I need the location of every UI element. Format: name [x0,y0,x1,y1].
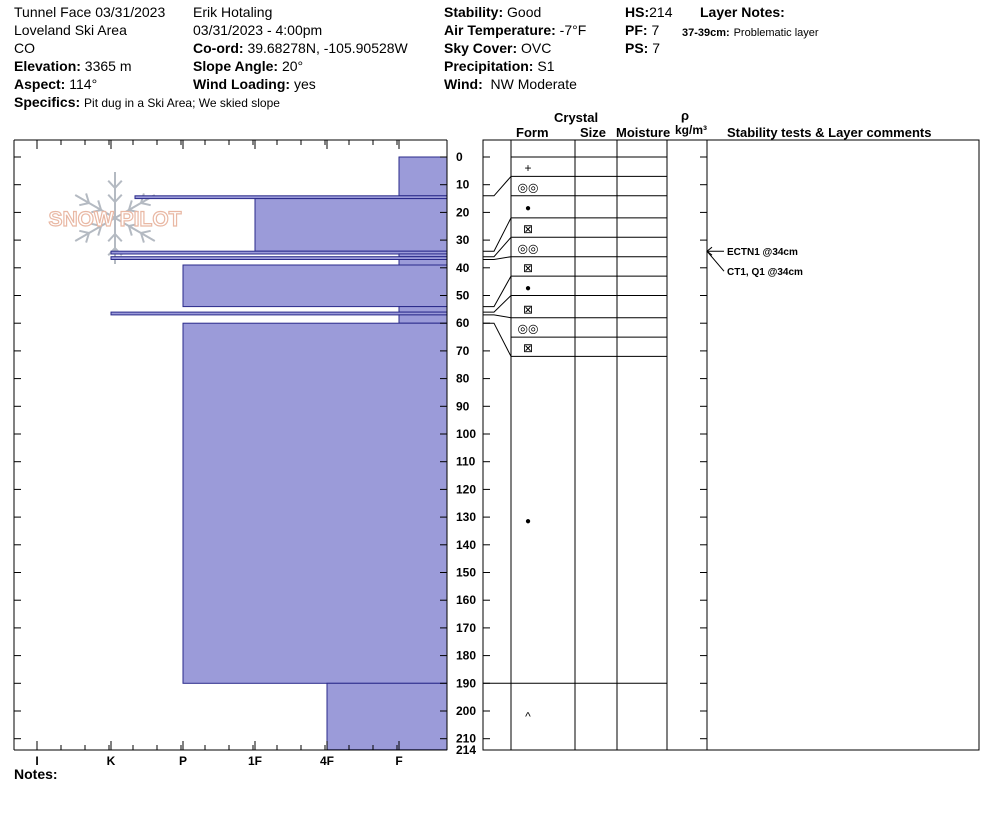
specifics-value: Pit dug in a Ski Area; We skied slope [84,96,280,110]
grain-form-symbol: ⊠ [522,222,534,236]
test-leader [707,251,724,271]
grain-form-symbol: ^ [525,709,531,724]
snowflake-branch [115,234,122,241]
hs-value: 214 [649,4,673,20]
depth-label: 0 [456,150,463,164]
hardness-label: 1F [247,754,263,768]
stability-label: Stability: [444,4,504,20]
state: CO [14,40,35,56]
snowflake-branch [115,195,122,202]
depth-label: 70 [456,343,470,358]
hardness-label: F [395,754,403,768]
layer-connector [483,218,511,251]
hardness-layer-36-37 [111,257,447,260]
crystal-header: Crystal [554,110,599,125]
layer-connector [483,315,511,318]
grain-form-symbol: ⊠ [522,302,534,317]
wind-label: Wind: [444,76,483,92]
precip-value: S1 [537,58,555,74]
location-name: Loveland Ski Area [14,22,127,38]
grain-form-symbol: ◎◎ [517,180,539,195]
slope-label: Slope Angle: [193,58,279,74]
sky-value: OVC [521,40,552,56]
snowflake-branch [141,231,151,233]
depth-label: 100 [456,427,477,441]
stability-test-2: CT1, Q1 @34cm [727,267,803,279]
grain-form-symbol: ⊠ [522,260,534,275]
snowflake-branch [79,231,89,233]
grain-form-symbol: + [524,161,532,176]
pf-label: PF: [625,22,648,38]
stability-test-1: ECTN1 @34cm [727,247,798,259]
layer-note-text: Problematic layer [733,27,819,39]
sky-label: Sky Cover: [444,40,518,56]
hardness-profile [111,157,447,750]
depth-label: 90 [456,399,470,414]
form-header: Form [516,125,549,140]
snowflake-branch [108,234,115,241]
hardness-layer-34-35 [111,251,447,254]
hardness-layer-37-39 [399,260,447,266]
depth-label: 190 [456,676,477,691]
stability-tests-header: Stability tests & Layer comments [727,125,932,140]
wind-loading-value: yes [293,76,316,92]
depth-label-bottom: 214 [456,743,477,757]
depth-label: 210 [456,731,477,746]
hardness-layer-190-214 [327,683,447,750]
precip-label: Precipitation: [444,58,534,74]
coord-value: 39.68278N, -105.90528W [247,40,408,56]
moisture-header: Moisture [616,125,671,140]
chart-frames [14,140,979,750]
size-header: Size [580,125,607,140]
hardness-layer-15-34 [255,199,447,252]
aspect-label: Aspect: [14,76,66,92]
logo-text: SNOW PILOT [48,208,182,231]
snowpilot-logo [49,172,182,264]
depth-label: 40 [456,260,470,275]
snowflake-branch [79,203,89,205]
snowflake-branch [108,181,115,188]
hardness-layer-57-60 [399,315,447,323]
layer-connector [483,176,511,195]
snowflake-branch [115,181,122,188]
pit-title: Tunnel Face 03/31/2023 [14,4,166,20]
wind-loading-label: Wind Loading: [193,76,291,92]
depth-label: 80 [456,371,470,386]
depth-label: 50 [456,288,470,303]
air-temp-label: Air Temperature: [444,22,556,38]
hardness-label: P [178,754,188,768]
depth-label: 200 [456,704,477,718]
coord-label: Co-ord: [193,40,244,56]
stability-test-results [707,247,803,278]
depth-label: 30 [456,233,470,248]
grain-form-symbol: ● [524,515,532,527]
specifics-label: Specifics: [14,94,81,110]
layer-connector [483,296,511,313]
elevation-value: 3365 m [84,58,132,74]
elevation-label: Elevation: [14,58,81,74]
density-unit: kg/m³ [675,123,708,137]
depth-label: 180 [456,648,477,663]
hardness-layer-60-190 [183,323,447,683]
wind-value: NW Moderate [490,76,577,92]
grain-form-symbol: ● [524,202,532,214]
depth-label: 110 [456,454,476,469]
hs-label: HS: [625,4,650,20]
grain-form-symbol: ● [524,283,532,295]
depth-label: 10 [456,177,470,192]
hardness-label: 4F [319,754,335,768]
depth-label: 20 [456,205,470,220]
grain-form-symbol: ◎◎ [517,321,539,336]
depth-label: 160 [456,593,477,608]
density-symbol: ρ [681,108,690,123]
grain-form-symbol: ◎◎ [517,241,539,256]
depth-label: 60 [456,316,470,331]
hardness-layer-56-57 [111,312,447,315]
hardness-layer-54-56 [399,307,447,313]
layer-table-border [483,140,979,750]
stability-value: Good [507,4,542,20]
ps-label: PS: [625,40,649,56]
snowflake-branch [108,195,115,202]
hardness-label: K [106,754,116,768]
pf-value: 7 [651,22,660,38]
layer-notes-label: Layer Notes: [700,4,785,20]
depth-label: 130 [456,510,477,525]
slope-value: 20° [281,58,304,74]
depth-label: 120 [456,482,477,497]
observer-name: Erik Hotaling [193,4,273,20]
aspect-value: 114° [69,76,98,92]
observation-datetime: 03/31/2023 - 4:00pm [193,22,323,38]
hardness-layer-39-54 [183,265,447,307]
grain-form-symbol: ⊠ [522,341,534,356]
air-temp-value: -7°F [559,22,587,38]
notes-label: Notes: [14,766,58,782]
depth-label: 170 [456,620,477,635]
layer-connector [483,276,511,307]
grain-forms [518,161,539,723]
snowflake-branch [141,203,151,205]
ps-value: 7 [652,40,661,56]
layer-connector [483,323,511,356]
hardness-layer-0-14 [399,157,447,196]
layer-note-depth: 37-39cm: [682,27,730,39]
depth-label: 150 [456,565,477,580]
depth-label: 140 [456,537,477,552]
hardness-label: I [35,754,39,768]
